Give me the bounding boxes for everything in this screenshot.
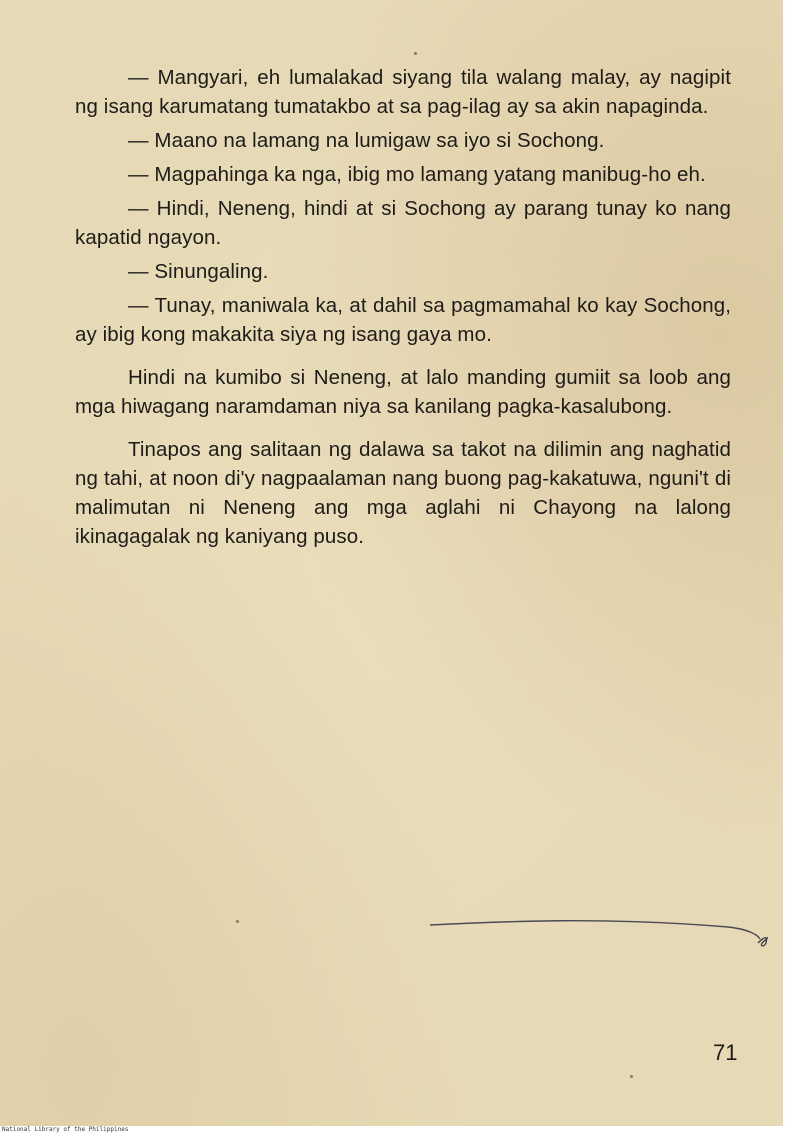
paper-speck bbox=[414, 52, 417, 55]
paragraph-1: — Mangyari, eh lumalakad siyang tila walang malay, ay nagipit ng isang karumatang tumatakbo at sa pag-ilag ay sa akin napaginda. bbox=[75, 66, 731, 118]
paper-speck bbox=[630, 1075, 633, 1078]
paragraph-7: Hindi na kumibo si Neneng, at lalo manding gumiit sa loob ang mga hiwagang naramdaman niya sa kanilang pagka-kasalubong. bbox=[75, 366, 731, 418]
page-number: 71 bbox=[713, 1040, 738, 1065]
paper-speck bbox=[236, 920, 239, 923]
paragraph-3: — Magpahinga ka nga, ibig mo lamang yatang manibug-ho eh. bbox=[128, 163, 706, 186]
paragraph-8: Tinapos ang salitaan ng dalawa sa takot na dilimin ang naghatid ng tahi, at noon di'y nagpaalaman nang buong pag-kakatuwa, nguni't di malimutan ni Neneng ang mga aglahi ni Chayong na lalong ikinagagalak ng kaniyang puso. bbox=[75, 438, 731, 548]
paragraph-2: — Maano na lamang na lumigaw sa iyo si Sochong. bbox=[128, 129, 605, 152]
body-text bbox=[75, 63, 731, 551]
paragraph-4: — Hindi, Neneng, hindi at si Sochong ay parang tunay ko nang kapatid ngayon. bbox=[75, 197, 731, 249]
pen-stroke-mark bbox=[428, 917, 768, 957]
footer-credit: National Library of the Philippines bbox=[2, 1126, 129, 1133]
paragraph-5: — Sinungaling. bbox=[128, 260, 269, 283]
paragraph-6: — Tunay, maniwala ka, at dahil sa pagmamahal ko kay Sochong, ay ibig kong makakita siya ng isang gaya mo. bbox=[75, 294, 731, 346]
